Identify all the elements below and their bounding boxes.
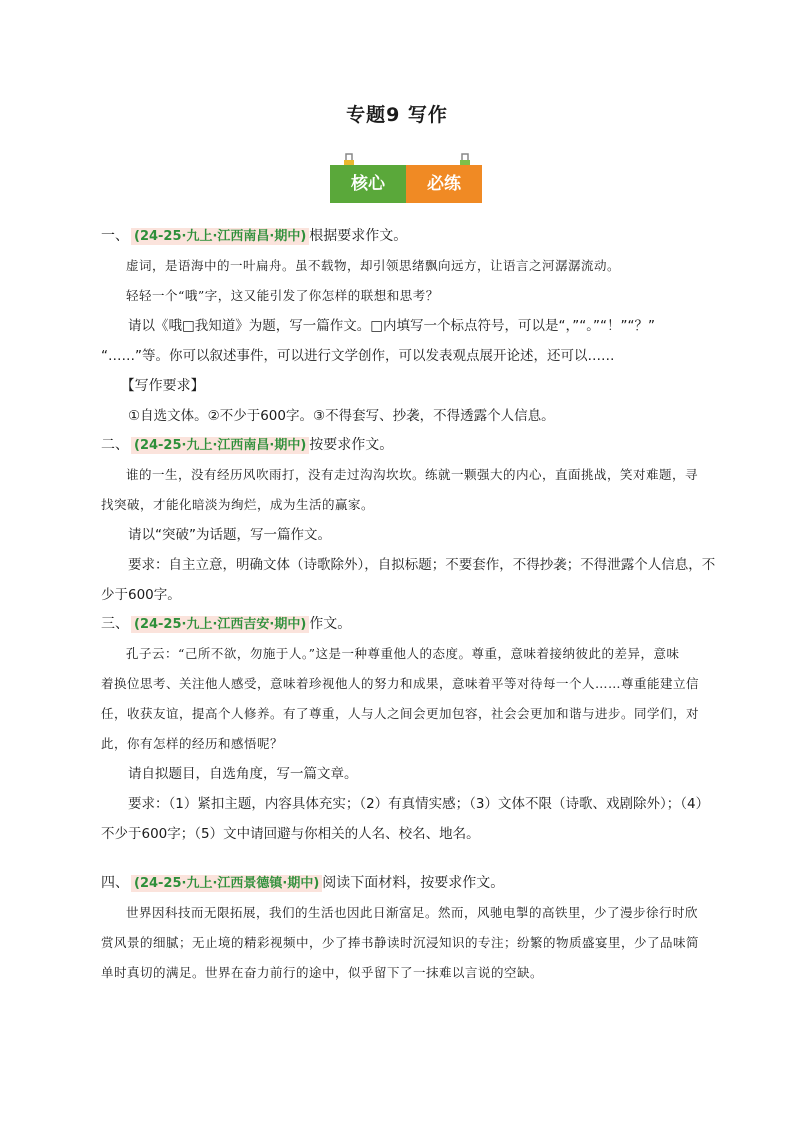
requirements-text: 少于600字。 [101, 587, 181, 603]
question-source: (24-25·九上·江西南昌·期中) [131, 437, 309, 454]
question-heading [101, 610, 721, 639]
question-2 [101, 431, 721, 610]
material-line: 赏风景的细腻；无止境的精彩视频中，少了捧书静读时沉浸知识的专注；纷繁的物质盛宴里，少了品味简 [101, 935, 700, 950]
requirements-heading: 【写作要求】 [120, 378, 205, 394]
question-source: (24-25·九上·江西景德镇·期中) [131, 875, 322, 892]
material-line: 单时真切的满足。世界在奋力前行的途中，似乎留下了一抹难以言说的空缺。 [101, 965, 544, 980]
requirements-text: ①自选文体。②不少于600字。③不得套写、抄袭，不得透露个人信息。 [128, 408, 555, 424]
question-task: 根据要求作文。 [309, 228, 408, 244]
question-task: 作文。 [309, 616, 352, 632]
material-line: 孔子云：“己所不欲，勿施于人。”这是一种尊重他人的态度。尊重，意味着接纳彼此的差异，意味 [126, 646, 680, 661]
question-4 [101, 869, 721, 988]
question-task: 按要求作文。 [309, 437, 394, 453]
requirements-text: 要求：自主立意，明确文体（诗歌除外），自拟标题；不要套作，不得抄袭；不得泄露个人信息，不 [128, 557, 716, 573]
material-line: 世界因科技而无限拓展，我们的生活也因此日渐富足。然而，风驰电掣的高铁里，少了漫步徐行时欣 [126, 905, 699, 920]
question-number: 四、 [101, 875, 129, 891]
question-heading [101, 431, 721, 460]
prompt-line: “……”等。你可以叙述事件，可以进行文学创作，可以发表观点展开论述，还可以…… [101, 348, 615, 364]
question-number: 三、 [101, 616, 129, 632]
question-heading [101, 222, 721, 251]
prompt-line: 请自拟题目，自选角度，写一篇文章。 [128, 766, 358, 782]
section-badge [330, 152, 482, 204]
material-line: 找突破，才能化暗淡为绚烂，成为生活的赢家。 [101, 497, 375, 512]
prompt-line: 请以“突破”为话题，写一篇作文。 [128, 527, 331, 543]
prompt-line: 请以《哦□我知道》为题，写一篇作文。□内填写一个标点符号，可以是“，”“。”“！”“？” [128, 318, 655, 334]
questions [101, 222, 721, 988]
question-task: 阅读下面材料，按要求作文。 [322, 875, 505, 891]
material-line: 轻轻一个“哦”字，这又能引发了你怎样的联想和思考？ [126, 288, 439, 303]
question-3 [101, 610, 721, 849]
question-source: (24-25·九上·江西吉安·期中) [131, 616, 309, 633]
question-1 [101, 222, 721, 431]
badge-practice-label: 必练 [406, 165, 482, 203]
badge-core-label: 核心 [330, 165, 406, 203]
question-number: 二、 [101, 437, 129, 453]
material-line: 虚词，是语海中的一叶扁舟。虽不载物，却引领思绪飘向远方，让语言之河潺潺流动。 [126, 258, 621, 273]
question-heading [101, 869, 721, 898]
requirements-text: 要求：（1）紧扣主题，内容具体充实；（2）有真情实感；（3）文体不限（诗歌、戏剧除外）；（4） [128, 796, 710, 812]
material-line: 谁的一生，没有经历风吹雨打，没有走过沟沟坎坎。练就一颗强大的内心，直面挑战，笑对难题，寻 [126, 467, 699, 482]
question-source: (24-25·九上·江西南昌·期中) [131, 228, 309, 245]
question-number: 一、 [101, 228, 129, 244]
page-title: 专题9 写作 [346, 104, 448, 126]
material-line: 此，你有怎样的经历和感悟呢？ [101, 736, 284, 751]
material-line: 着换位思考、关注他人感受，意味着珍视他人的努力和成果，意味着平等对待每一个人……尊重能建立信 [101, 676, 700, 691]
requirements-text: 不少于600字；（5）文中请回避与你相关的人名、校名、地名。 [101, 826, 480, 842]
material-line: 任，收获友谊，提高个人修养。有了尊重，人与人之间会更加包容，社会会更加和谐与进步。同学们，对 [101, 706, 700, 721]
